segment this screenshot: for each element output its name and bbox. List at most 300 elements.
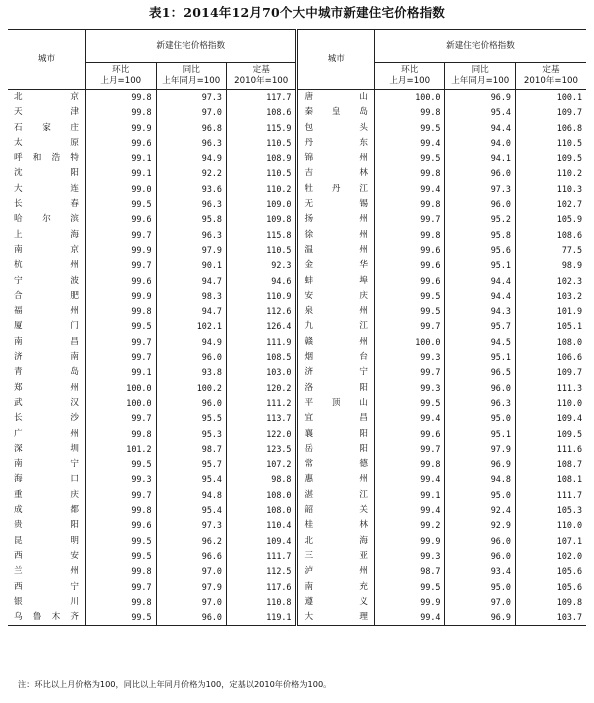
- city-name-cell: 南京: [14, 244, 80, 255]
- mom-value-cell: 99.8: [86, 304, 156, 319]
- mom-value-cell: 99.8: [86, 427, 156, 442]
- base-value-cell: 102.0: [515, 549, 586, 564]
- mom-value-cell: 99.8: [374, 228, 444, 243]
- mom-value-cell: 99.8: [374, 105, 444, 120]
- table-row: [8, 457, 586, 472]
- index-group-header-right: 新建住宅价格指数: [374, 30, 586, 63]
- city-name-cell: 长沙: [14, 413, 80, 424]
- base-value-cell: 103.7: [515, 610, 586, 626]
- yoy-value-cell: 95.3: [156, 427, 226, 442]
- base-value-cell: 105.1: [515, 319, 586, 334]
- mom-value-cell: 99.7: [86, 350, 156, 365]
- base-value-cell: 94.6: [226, 274, 296, 289]
- yoy-value-cell: 95.2: [445, 212, 515, 227]
- mom-value-cell: 99.7: [86, 580, 156, 595]
- yoy-header-left: 同比 上年同月=100: [156, 63, 226, 90]
- yoy-value-cell: 93.4: [445, 564, 515, 579]
- yoy-value-cell: 96.2: [156, 534, 226, 549]
- mom-value-cell: 99.7: [86, 488, 156, 503]
- yoy-value-cell: 95.5: [156, 411, 226, 426]
- base-value-cell: 111.7: [226, 549, 296, 564]
- base-header-left: 定基 2010年=100: [226, 63, 296, 90]
- base-value-cell: 111.2: [226, 396, 296, 411]
- city-name-cell: 兰州: [14, 566, 80, 577]
- table-row: [8, 595, 586, 610]
- city-name-cell: 遵义: [297, 595, 375, 610]
- table-row: [8, 396, 586, 411]
- base-value-cell: 126.4: [226, 319, 296, 334]
- mom-value-cell: 99.1: [86, 166, 156, 181]
- table-row: [8, 197, 586, 212]
- mom-value-cell: 99.5: [374, 289, 444, 304]
- table-row: [8, 274, 586, 289]
- city-name-cell: 西安: [14, 550, 80, 561]
- yoy-value-cell: 97.3: [156, 518, 226, 533]
- city-name-cell: 扬州: [297, 212, 375, 227]
- yoy-value-cell: 96.5: [445, 365, 515, 380]
- mom-value-cell: 99.9: [86, 121, 156, 136]
- city-name-cell: 石家庄: [14, 122, 80, 133]
- yoy-value-cell: 94.9: [156, 151, 226, 166]
- base-value-cell: 110.9: [226, 289, 296, 304]
- mom-value-cell: 99.7: [374, 365, 444, 380]
- city-name-cell: 三亚: [297, 549, 375, 564]
- table-row: [8, 472, 586, 487]
- city-name-cell: 平顶山: [297, 396, 375, 411]
- city-name-cell: 蚌埠: [297, 274, 375, 289]
- base-value-cell: 98.8: [226, 472, 296, 487]
- base-value-cell: 98.9: [515, 258, 586, 273]
- city-name-cell: 重庆: [14, 489, 80, 500]
- base-value-cell: 109.4: [515, 411, 586, 426]
- base-value-cell: 119.1: [226, 610, 296, 626]
- base-value-cell: 110.5: [226, 166, 296, 181]
- table-row: [8, 411, 586, 426]
- city-name-cell: 西宁: [14, 581, 80, 592]
- yoy-value-cell: 96.0: [445, 381, 515, 396]
- city-name-cell: 洛阳: [297, 381, 375, 396]
- yoy-value-cell: 96.0: [445, 534, 515, 549]
- yoy-value-cell: 94.7: [156, 274, 226, 289]
- base-value-cell: 110.3: [515, 182, 586, 197]
- yoy-value-cell: 96.0: [156, 350, 226, 365]
- table-row: [8, 105, 586, 120]
- city-name-cell: 泸州: [297, 564, 375, 579]
- city-name-cell: 北海: [297, 534, 375, 549]
- yoy-value-cell: 95.8: [445, 228, 515, 243]
- city-name-cell: 长春: [14, 199, 80, 210]
- base-value-cell: 122.0: [226, 427, 296, 442]
- city-name-cell: 泉州: [297, 304, 375, 319]
- table-row: [8, 610, 586, 626]
- mom-value-cell: 99.8: [374, 197, 444, 212]
- mom-value-cell: 99.8: [86, 564, 156, 579]
- base-value-cell: 113.7: [226, 411, 296, 426]
- mom-value-cell: 99.5: [86, 534, 156, 549]
- mom-value-cell: 99.9: [374, 595, 444, 610]
- city-name-cell: 大理: [297, 610, 375, 626]
- city-name-cell: 海口: [14, 474, 80, 485]
- city-name-cell: 惠州: [297, 472, 375, 487]
- mom-value-cell: 100.0: [86, 381, 156, 396]
- table-row: [8, 166, 586, 181]
- city-name-cell: 宜昌: [297, 411, 375, 426]
- base-value-cell: 103.0: [226, 365, 296, 380]
- yoy-value-cell: 95.1: [445, 350, 515, 365]
- table-row: [8, 335, 586, 350]
- mom-value-cell: 99.6: [374, 274, 444, 289]
- yoy-value-cell: 95.0: [445, 580, 515, 595]
- mom-value-cell: 99.6: [374, 243, 444, 258]
- yoy-value-cell: 96.6: [156, 549, 226, 564]
- table-row: [8, 151, 586, 166]
- yoy-value-cell: 97.9: [445, 442, 515, 457]
- base-value-cell: 109.7: [515, 365, 586, 380]
- yoy-value-cell: 95.7: [445, 319, 515, 334]
- city-name-cell: 深圳: [14, 443, 80, 454]
- yoy-value-cell: 94.0: [445, 136, 515, 151]
- yoy-header-right: 同比 上年同月=100: [445, 63, 515, 90]
- city-name-cell: 九江: [297, 319, 375, 334]
- base-header-right: 定基 2010年=100: [515, 63, 586, 90]
- mom-value-cell: 99.5: [374, 396, 444, 411]
- city-name-cell: 上海: [14, 229, 80, 240]
- mom-value-cell: 99.3: [374, 350, 444, 365]
- base-value-cell: 110.8: [226, 595, 296, 610]
- city-name-cell: 呼和浩特: [14, 153, 80, 164]
- mom-value-cell: 99.4: [374, 411, 444, 426]
- base-value-cell: 111.6: [515, 442, 586, 457]
- table-row: [8, 534, 586, 549]
- base-value-cell: 108.6: [515, 228, 586, 243]
- table-row: [8, 136, 586, 151]
- yoy-value-cell: 96.9: [445, 610, 515, 626]
- city-name-cell: 湛江: [297, 488, 375, 503]
- mom-value-cell: 99.4: [374, 503, 444, 518]
- base-value-cell: 110.0: [515, 396, 586, 411]
- city-name-cell: 济南: [14, 352, 80, 363]
- base-value-cell: 77.5: [515, 243, 586, 258]
- table-row: [8, 549, 586, 564]
- mom-value-cell: 99.8: [86, 503, 156, 518]
- city-name-cell: 包头: [297, 121, 375, 136]
- city-name-cell: 秦皇岛: [297, 105, 375, 120]
- table-row: [8, 365, 586, 380]
- yoy-value-cell: 90.1: [156, 258, 226, 273]
- base-value-cell: 102.3: [515, 274, 586, 289]
- table-row: [8, 518, 586, 533]
- yoy-value-cell: 94.4: [445, 289, 515, 304]
- mom-value-cell: 99.8: [86, 105, 156, 120]
- mom-value-cell: 99.5: [374, 304, 444, 319]
- base-value-cell: 111.7: [515, 488, 586, 503]
- table-row: [8, 243, 586, 258]
- yoy-value-cell: 95.7: [156, 457, 226, 472]
- yoy-value-cell: 96.0: [445, 166, 515, 181]
- mom-value-cell: 99.5: [374, 580, 444, 595]
- mom-header-right: 环比 上月=100: [374, 63, 444, 90]
- city-name-cell: 安庆: [297, 289, 375, 304]
- yoy-value-cell: 100.2: [156, 381, 226, 396]
- table-row: [8, 304, 586, 319]
- mom-value-cell: 99.8: [374, 457, 444, 472]
- table-row: [8, 442, 586, 457]
- base-value-cell: 109.5: [515, 427, 586, 442]
- city-name-cell: 岳阳: [297, 442, 375, 457]
- mom-value-cell: 99.5: [86, 549, 156, 564]
- city-name-cell: 南充: [297, 580, 375, 595]
- table-row: [8, 503, 586, 518]
- city-name-cell: 哈尔滨: [14, 214, 80, 225]
- mom-value-cell: 99.7: [86, 335, 156, 350]
- city-name-cell: 牡丹江: [297, 182, 375, 197]
- base-value-cell: 117.6: [226, 580, 296, 595]
- base-value-cell: 117.7: [226, 90, 296, 106]
- mom-value-cell: 99.5: [86, 610, 156, 626]
- base-value-cell: 103.2: [515, 289, 586, 304]
- yoy-value-cell: 95.6: [445, 243, 515, 258]
- yoy-value-cell: 95.4: [156, 472, 226, 487]
- yoy-value-cell: 97.0: [445, 595, 515, 610]
- yoy-value-cell: 92.9: [445, 518, 515, 533]
- yoy-value-cell: 95.0: [445, 411, 515, 426]
- yoy-value-cell: 95.1: [445, 258, 515, 273]
- yoy-value-cell: 96.0: [156, 396, 226, 411]
- city-name-cell: 沈阳: [14, 168, 80, 179]
- yoy-value-cell: 98.3: [156, 289, 226, 304]
- mom-value-cell: 99.3: [86, 472, 156, 487]
- table-body: [8, 90, 586, 626]
- city-name-cell: 乌鲁木齐: [8, 610, 86, 626]
- base-value-cell: 111.3: [515, 381, 586, 396]
- yoy-value-cell: 98.7: [156, 442, 226, 457]
- base-value-cell: 109.8: [515, 595, 586, 610]
- table-row: [8, 427, 586, 442]
- yoy-value-cell: 95.0: [445, 488, 515, 503]
- mom-value-cell: 99.8: [86, 90, 156, 106]
- city-name-cell: 南宁: [14, 459, 80, 470]
- city-name-cell: 烟台: [297, 350, 375, 365]
- yoy-value-cell: 95.8: [156, 212, 226, 227]
- base-value-cell: 105.9: [515, 212, 586, 227]
- city-name-cell: 成都: [14, 505, 80, 516]
- table-row: [8, 212, 586, 227]
- city-name-cell: 银川: [14, 596, 80, 607]
- yoy-value-cell: 92.4: [445, 503, 515, 518]
- table-title: 表1：2014年12月70个大中城市新建住宅价格指数: [149, 5, 445, 20]
- yoy-value-cell: 95.4: [156, 503, 226, 518]
- mom-value-cell: 99.5: [374, 151, 444, 166]
- city-name-cell: 太原: [14, 137, 80, 148]
- yoy-value-cell: 93.8: [156, 365, 226, 380]
- city-name-cell: 昆明: [14, 535, 80, 546]
- base-value-cell: 115.9: [226, 121, 296, 136]
- city-name-cell: 北京: [14, 92, 80, 102]
- city-name-cell: 厦门: [14, 321, 80, 332]
- table-row: [8, 121, 586, 136]
- table-row: [8, 258, 586, 273]
- base-value-cell: 110.5: [226, 136, 296, 151]
- mom-value-cell: 98.7: [374, 564, 444, 579]
- mom-value-cell: 99.1: [374, 488, 444, 503]
- base-value-cell: 105.6: [515, 580, 586, 595]
- yoy-value-cell: 94.8: [445, 472, 515, 487]
- base-value-cell: 110.0: [515, 518, 586, 533]
- city-name-cell: 吉林: [297, 166, 375, 181]
- mom-value-cell: 100.0: [86, 396, 156, 411]
- base-value-cell: 102.7: [515, 197, 586, 212]
- yoy-value-cell: 96.8: [156, 121, 226, 136]
- base-value-cell: 112.5: [226, 564, 296, 579]
- city-name-cell: 郑州: [14, 382, 80, 393]
- yoy-value-cell: 95.4: [445, 105, 515, 120]
- yoy-value-cell: 97.0: [156, 595, 226, 610]
- table-row: [8, 319, 586, 334]
- city-column-header-left: 城市: [8, 30, 86, 90]
- yoy-value-cell: 94.5: [445, 335, 515, 350]
- yoy-value-cell: 97.9: [156, 580, 226, 595]
- mom-value-cell: 99.3: [374, 549, 444, 564]
- mom-value-cell: 99.9: [86, 243, 156, 258]
- city-name-cell: 常德: [297, 457, 375, 472]
- base-value-cell: 109.7: [515, 105, 586, 120]
- table-row: [8, 488, 586, 503]
- yoy-value-cell: 94.9: [156, 335, 226, 350]
- mom-value-cell: 99.7: [374, 319, 444, 334]
- base-value-cell: 108.0: [515, 335, 586, 350]
- city-name-cell: 济宁: [297, 365, 375, 380]
- base-value-cell: 108.0: [226, 488, 296, 503]
- yoy-value-cell: 92.2: [156, 166, 226, 181]
- city-name-cell: 无锡: [297, 197, 375, 212]
- base-value-cell: 110.4: [226, 518, 296, 533]
- city-name-cell: 徐州: [297, 228, 375, 243]
- yoy-value-cell: 96.3: [445, 396, 515, 411]
- city-name-cell: 武汉: [14, 397, 80, 408]
- base-value-cell: 105.3: [515, 503, 586, 518]
- table-header: [8, 30, 586, 90]
- mom-value-cell: 99.7: [86, 411, 156, 426]
- base-value-cell: 109.5: [515, 151, 586, 166]
- yoy-value-cell: 97.0: [156, 105, 226, 120]
- table-footnote: 注：环比以上月价格为100，同比以上年同月价格为100，定基以2010年价格为100。: [18, 679, 332, 689]
- yoy-value-cell: 96.0: [445, 549, 515, 564]
- mom-value-cell: 99.1: [86, 365, 156, 380]
- base-value-cell: 123.5: [226, 442, 296, 457]
- base-value-cell: 110.5: [226, 243, 296, 258]
- yoy-value-cell: 95.1: [445, 427, 515, 442]
- mom-value-cell: 99.7: [86, 228, 156, 243]
- base-value-cell: 120.2: [226, 381, 296, 396]
- yoy-value-cell: 97.0: [156, 564, 226, 579]
- city-name-cell: 杭州: [14, 260, 80, 271]
- mom-value-cell: 99.6: [86, 518, 156, 533]
- mom-value-cell: 99.4: [374, 182, 444, 197]
- base-value-cell: 108.1: [515, 472, 586, 487]
- mom-value-cell: 99.6: [374, 258, 444, 273]
- yoy-value-cell: 96.3: [156, 228, 226, 243]
- mom-value-cell: 99.1: [86, 151, 156, 166]
- base-value-cell: 108.6: [226, 105, 296, 120]
- base-value-cell: 111.9: [226, 335, 296, 350]
- mom-header-left: 环比 上月=100: [86, 63, 156, 90]
- base-value-cell: 110.2: [226, 182, 296, 197]
- base-value-cell: 110.2: [515, 166, 586, 181]
- base-value-cell: 108.7: [515, 457, 586, 472]
- mom-value-cell: 99.2: [374, 518, 444, 533]
- base-value-cell: 108.5: [226, 350, 296, 365]
- yoy-value-cell: 94.4: [445, 121, 515, 136]
- yoy-value-cell: 94.4: [445, 274, 515, 289]
- price-index-table: [8, 29, 586, 626]
- index-group-header-left: 新建住宅价格指数: [86, 30, 297, 63]
- base-value-cell: 100.1: [515, 90, 586, 106]
- base-value-cell: 109.4: [226, 534, 296, 549]
- city-name-cell: 锦州: [297, 151, 375, 166]
- table-row: [8, 564, 586, 579]
- city-name-cell: 丹东: [297, 136, 375, 151]
- city-name-cell: 广州: [14, 428, 80, 439]
- city-name-cell: 南昌: [14, 336, 80, 347]
- mom-value-cell: 99.6: [86, 212, 156, 227]
- base-value-cell: 107.1: [515, 534, 586, 549]
- base-value-cell: 106.6: [515, 350, 586, 365]
- base-value-cell: 108.0: [226, 503, 296, 518]
- yoy-value-cell: 93.6: [156, 182, 226, 197]
- mom-value-cell: 99.9: [86, 289, 156, 304]
- city-name-cell: 天津: [14, 107, 80, 118]
- mom-value-cell: 99.5: [86, 457, 156, 472]
- mom-value-cell: 99.6: [86, 136, 156, 151]
- mom-value-cell: 99.8: [374, 166, 444, 181]
- yoy-value-cell: 96.9: [445, 457, 515, 472]
- city-name-cell: 襄阳: [297, 427, 375, 442]
- table-row: [8, 228, 586, 243]
- mom-value-cell: 99.4: [374, 610, 444, 626]
- yoy-value-cell: 96.0: [445, 197, 515, 212]
- mom-value-cell: 99.8: [86, 595, 156, 610]
- mom-value-cell: 100.0: [374, 335, 444, 350]
- mom-value-cell: 99.0: [86, 182, 156, 197]
- base-value-cell: 112.6: [226, 304, 296, 319]
- mom-value-cell: 100.0: [374, 90, 444, 106]
- table-row: [8, 182, 586, 197]
- city-name-cell: 福州: [14, 306, 80, 317]
- base-value-cell: 108.9: [226, 151, 296, 166]
- city-name-cell: 贵阳: [14, 520, 80, 531]
- base-value-cell: 92.3: [226, 258, 296, 273]
- mom-value-cell: 99.4: [374, 472, 444, 487]
- base-value-cell: 105.6: [515, 564, 586, 579]
- yoy-value-cell: 94.8: [156, 488, 226, 503]
- yoy-value-cell: 94.3: [445, 304, 515, 319]
- mom-value-cell: 99.5: [86, 197, 156, 212]
- table-row: [8, 381, 586, 396]
- base-value-cell: 109.0: [226, 197, 296, 212]
- yoy-value-cell: 96.9: [445, 90, 515, 106]
- yoy-value-cell: 97.3: [156, 90, 226, 106]
- mom-value-cell: 99.7: [374, 442, 444, 457]
- mom-value-cell: 99.5: [374, 121, 444, 136]
- yoy-value-cell: 97.3: [445, 182, 515, 197]
- base-value-cell: 109.8: [226, 212, 296, 227]
- city-name-cell: 赣州: [297, 335, 375, 350]
- table-row: [8, 289, 586, 304]
- mom-value-cell: 99.6: [374, 427, 444, 442]
- base-value-cell: 101.9: [515, 304, 586, 319]
- city-name-cell: 合肥: [14, 290, 80, 301]
- mom-value-cell: 99.9: [374, 534, 444, 549]
